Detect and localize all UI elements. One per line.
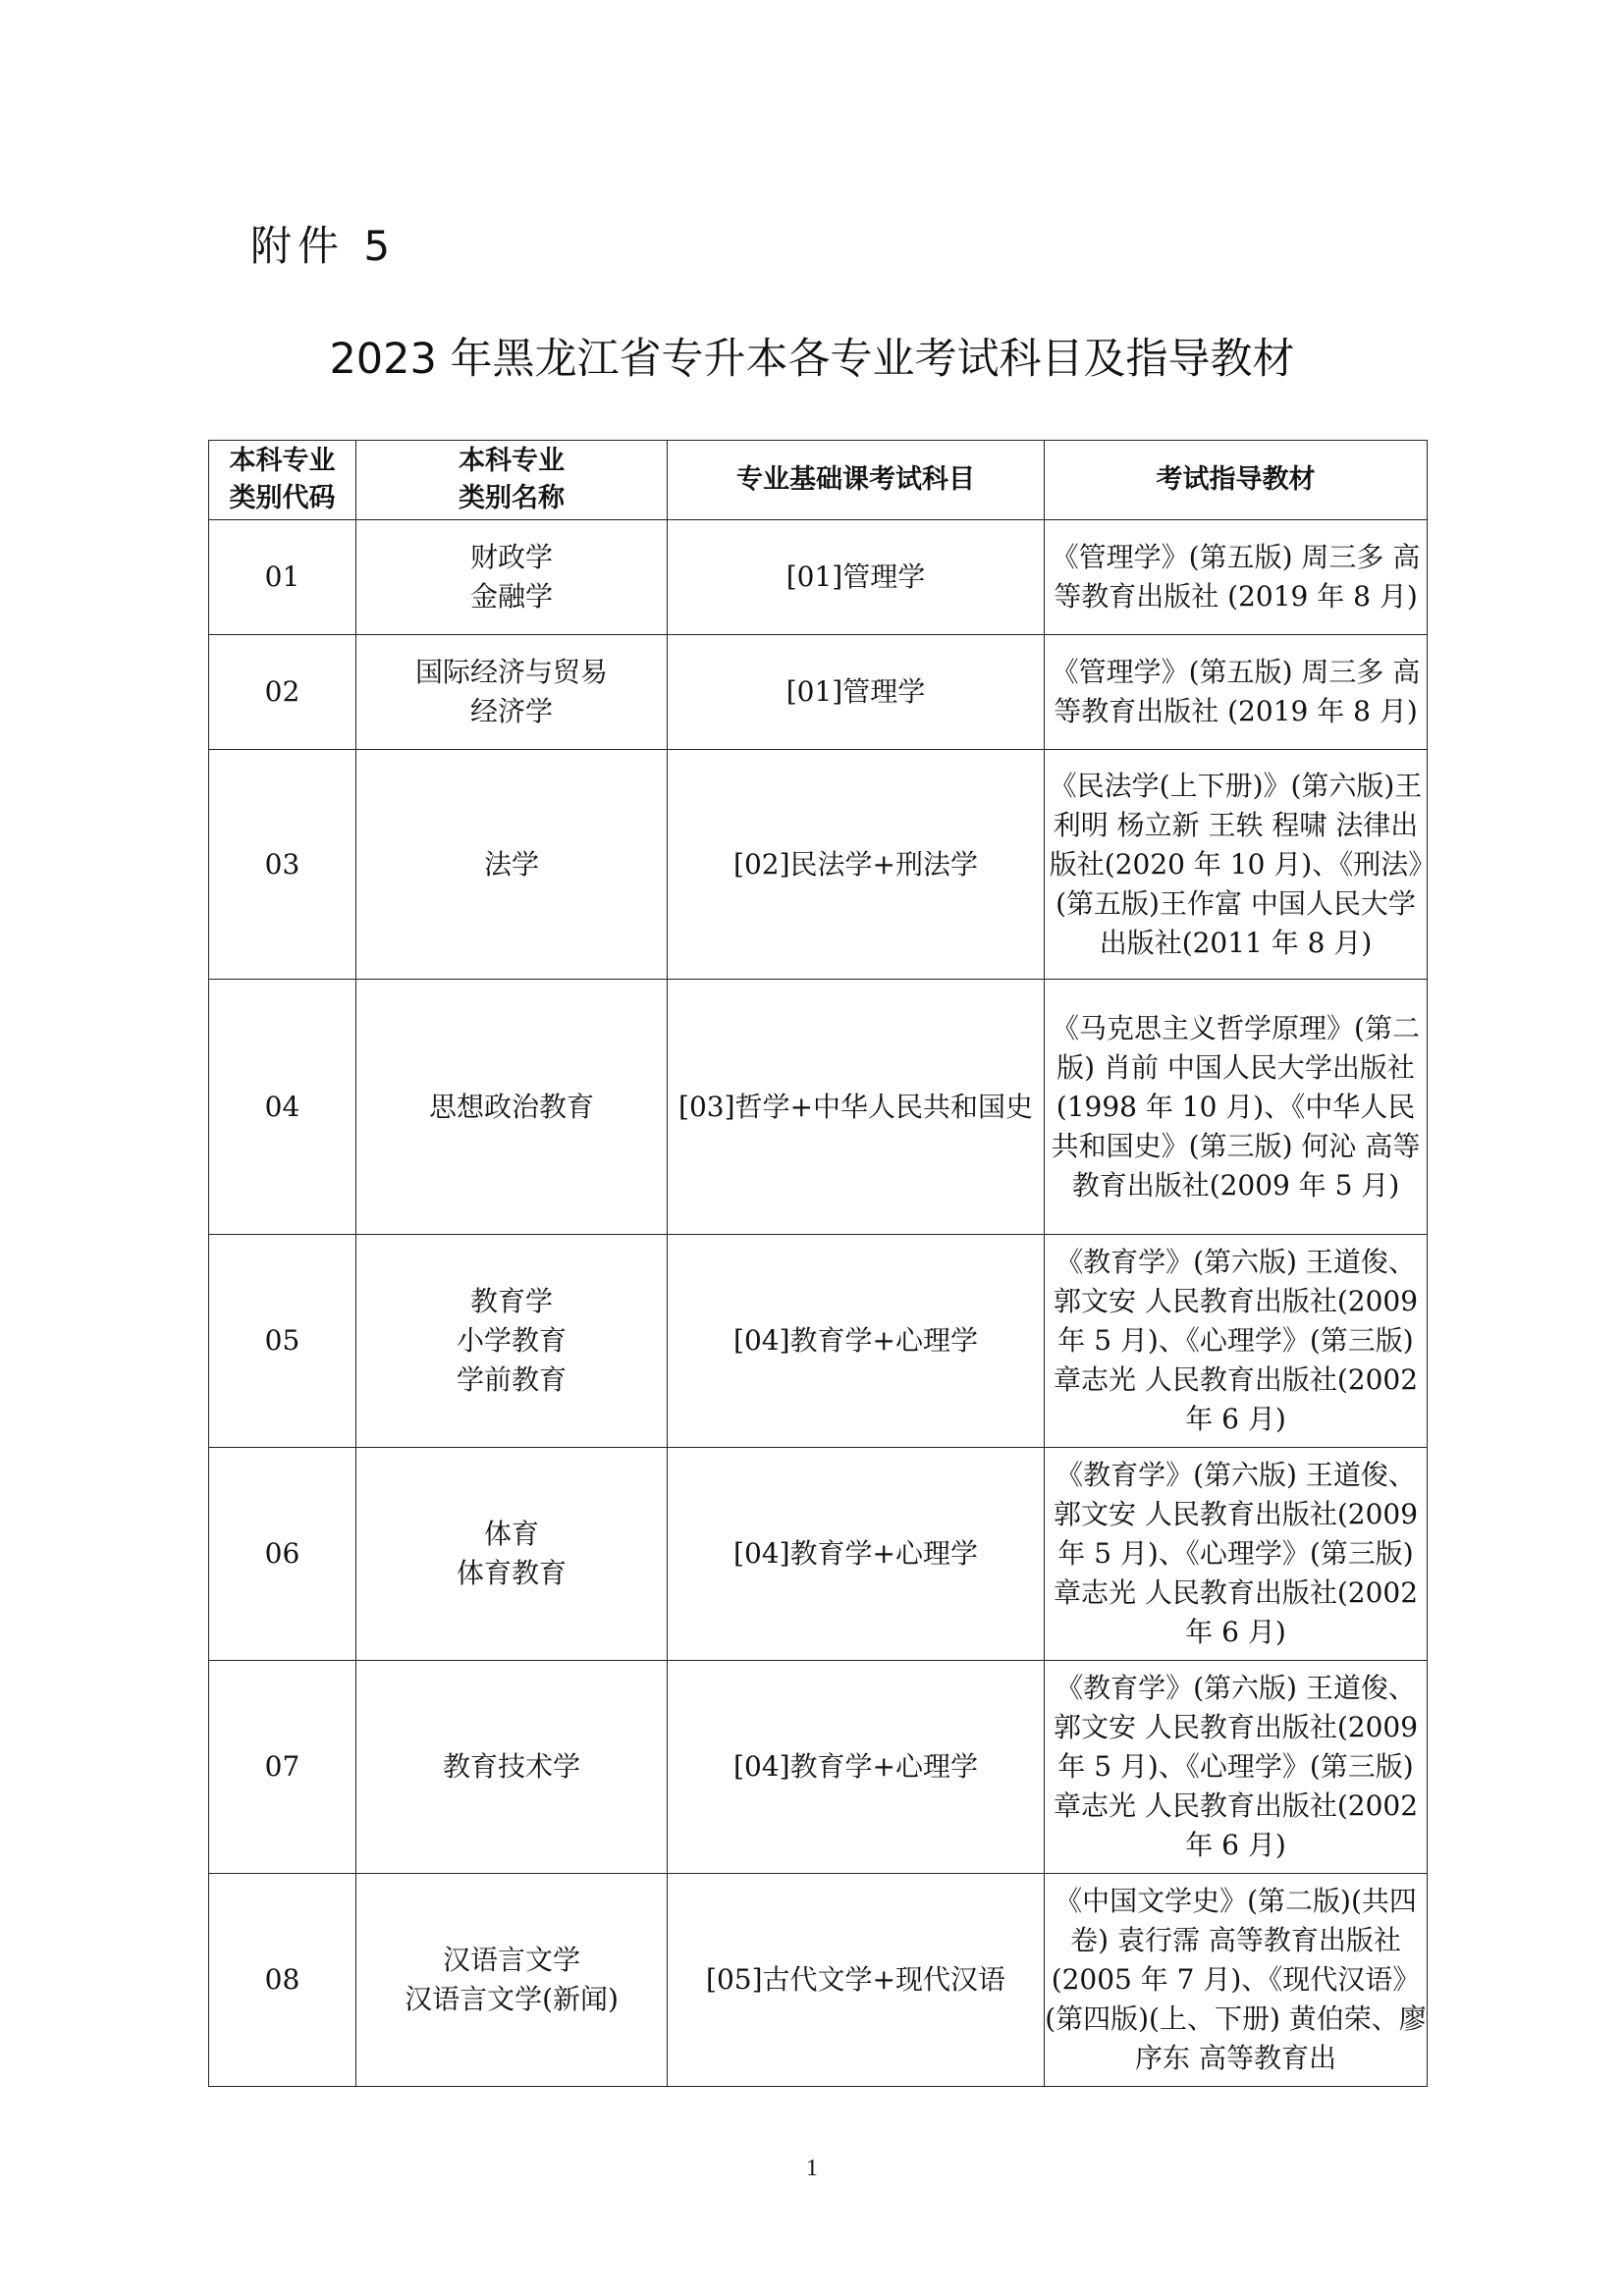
textbook-cell: 《教育学》(第六版) 王道俊、郭文安 人民教育出版社(2009 年 5 月)、《心理学》(第三版) 章志光 人民教育出版社(2002 年 6 月)	[1045, 1235, 1428, 1448]
textbook-cell: 《管理学》(第五版) 周三多 高等教育出版社 (2019 年 8 月)	[1045, 635, 1428, 750]
category-name-cell	[356, 750, 668, 980]
major-name: 汉语言文学	[442, 1944, 580, 1976]
exam-subject-cell: [01]管理学	[668, 635, 1045, 750]
textbook-cell: 《中国文学史》(第二版)(共四卷) 袁行霈 高等教育出版社 (2005 年 7 月)、《现代汉语》(第四版)(上、下册) 黄伯荣、廖序东 高等教育出	[1045, 1874, 1428, 2087]
table-header-row	[209, 441, 1428, 520]
major-name: 法学	[483, 847, 539, 881]
exam-subject-cell: [01]管理学	[668, 520, 1045, 635]
header-label-line: 考试指导教材	[1156, 464, 1316, 495]
major-name: 金融学	[469, 580, 553, 613]
category-code-cell: 01	[209, 520, 356, 635]
category-name-cell	[356, 520, 668, 635]
exam-subject-cell: [05]古代文学+现代汉语	[668, 1874, 1045, 2087]
category-code-cell: 05	[209, 1235, 356, 1448]
table-row	[209, 520, 1428, 635]
category-name-cell	[356, 635, 668, 750]
major-name: 经济学	[469, 695, 553, 727]
header-label-line: 本科专业	[459, 446, 565, 476]
major-name: 国际经济与贸易	[414, 656, 608, 688]
table-row	[209, 1661, 1428, 1874]
major-name: 教育学	[469, 1285, 553, 1317]
category-name-cell	[356, 1448, 668, 1661]
major-name: 财政学	[469, 541, 553, 573]
header-exam-subject	[668, 441, 1045, 520]
major-name: 学前教育	[456, 1363, 567, 1396]
table-row	[209, 1448, 1428, 1661]
textbook-cell: 《马克思主义哲学原理》(第二版) 肖前 中国人民大学出版社(1998 年 10 月)、《中华人民共和国史》(第三版) 何沁 高等教育出版社(2009 年 5 月)	[1045, 980, 1428, 1235]
category-code-cell: 04	[209, 980, 356, 1235]
table-row	[209, 1874, 1428, 2087]
category-code-cell: 08	[209, 1874, 356, 2087]
category-name-cell	[356, 980, 668, 1235]
major-name: 体育	[483, 1518, 539, 1550]
category-code-cell: 03	[209, 750, 356, 980]
page-title: 2023 年黑龙江省专升本各专业考试科目及指导教材	[329, 335, 1295, 384]
exam-subject-cell: [04]教育学+心理学	[668, 1448, 1045, 1661]
exam-subject-cell: [04]教育学+心理学	[668, 1661, 1045, 1874]
annex-label: 附件 5	[250, 222, 397, 270]
major-name: 汉语言文学(新闻)	[405, 1983, 619, 2015]
table-row	[209, 635, 1428, 750]
major-name: 体育教育	[456, 1557, 567, 1589]
category-name-cell	[356, 1874, 668, 2087]
table-row	[209, 750, 1428, 980]
exam-subject-cell: [03]哲学+中华人民共和国史	[668, 980, 1045, 1235]
table-body	[209, 520, 1428, 2087]
header-label-line: 专业基础课考试科目	[736, 464, 975, 495]
textbook-cell: 《管理学》(第五版) 周三多 高等教育出版社 (2019 年 8 月)	[1045, 520, 1428, 635]
exam-subject-cell: [04]教育学+心理学	[668, 1235, 1045, 1448]
table-row	[209, 1235, 1428, 1448]
table-row	[209, 980, 1428, 1235]
page-number: 1	[806, 2156, 818, 2181]
header-category-code	[209, 441, 356, 520]
exam-subject-table	[208, 440, 1428, 2087]
major-name: 小学教育	[456, 1324, 567, 1357]
textbook-cell: 《教育学》(第六版) 王道俊、郭文安 人民教育出版社(2009 年 5 月)、《心理学》(第三版) 章志光 人民教育出版社(2002 年 6 月)	[1045, 1661, 1428, 1874]
header-label-line: 类别名称	[459, 483, 565, 513]
category-code-cell: 06	[209, 1448, 356, 1661]
category-code-cell: 02	[209, 635, 356, 750]
header-category-name	[356, 441, 668, 520]
major-name: 教育技术学	[442, 1750, 580, 1783]
exam-subject-cell: [02]民法学+刑法学	[668, 750, 1045, 980]
header-textbook	[1045, 441, 1428, 520]
textbook-cell: 《民法学(上下册)》(第六版)王利明 杨立新 王轶 程啸 法律出版社(2020 年 10 月)、《刑法》(第五版)王作富 中国人民大学出版社(2011 年 8 月)	[1045, 750, 1428, 980]
major-name: 思想政治教育	[428, 1090, 594, 1123]
category-code-cell: 07	[209, 1661, 356, 1874]
header-label-line: 本科专业	[229, 446, 336, 476]
category-name-cell	[356, 1661, 668, 1874]
header-label-line: 类别代码	[229, 483, 336, 513]
textbook-cell: 《教育学》(第六版) 王道俊、郭文安 人民教育出版社(2009 年 5 月)、《心理学》(第三版) 章志光 人民教育出版社(2002 年 6 月)	[1045, 1448, 1428, 1661]
category-name-cell	[356, 1235, 668, 1448]
